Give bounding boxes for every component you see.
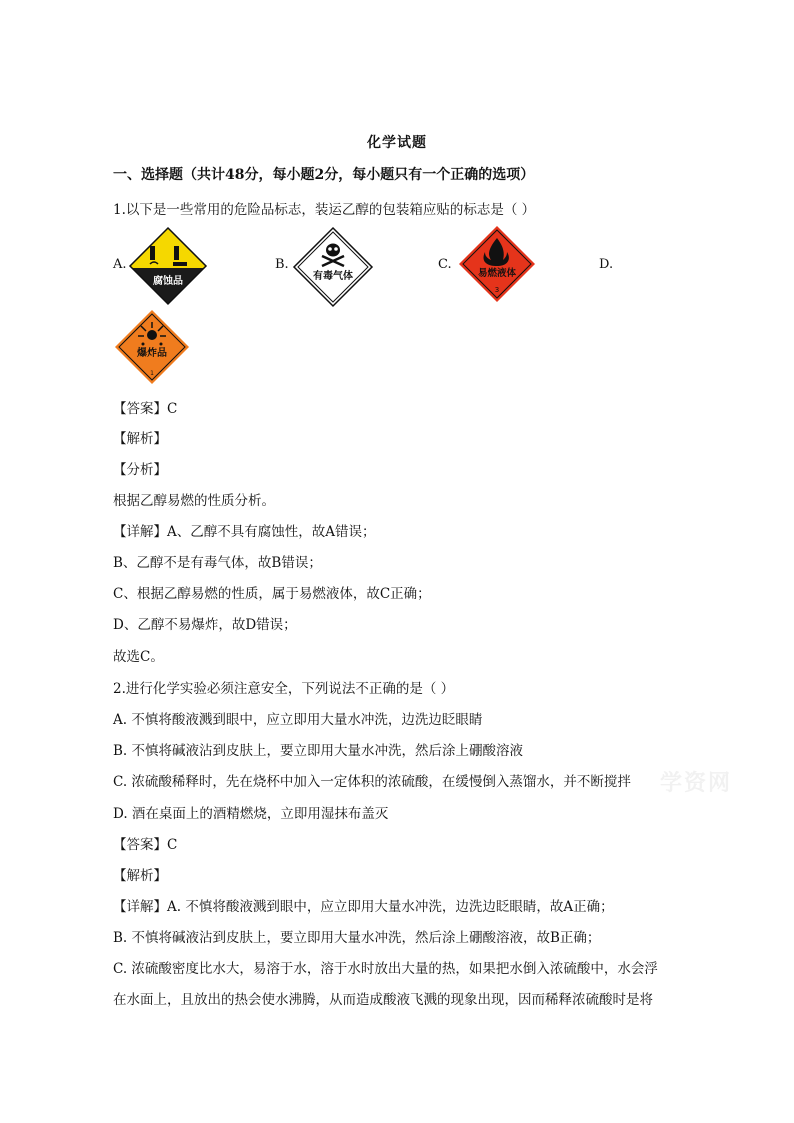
- flammable-liquid-sign-number: 3: [494, 286, 500, 294]
- corrosive-sign-text: 腐蚀品: [153, 276, 183, 287]
- question-2-stem: 2.进行化学实验必须注意安全，下列说法不正确的是（ ）: [113, 681, 455, 697]
- watermark: 学资网: [660, 770, 733, 796]
- q1-analysis-text: 根据乙醇易燃的性质分析。: [113, 493, 275, 509]
- q2-detail-line: 在水面上，且放出的热会使水沸腾，从而造成酸液飞溅的现象出现，因而稀释浓硫酸时是将: [113, 992, 653, 1008]
- q1-analysis-head: 【解析】: [113, 431, 167, 447]
- explosive-sign-icon: [113, 308, 191, 386]
- q1-detail-line: B、乙醇不是有毒气体，故B错误；: [113, 555, 322, 571]
- flammable-liquid-sign-icon: [457, 224, 537, 304]
- q2-analysis-head: 【解析】: [113, 868, 167, 884]
- explosive-sign-text: 爆炸品: [137, 348, 167, 359]
- q1-detail-line: 故选C。: [113, 649, 164, 665]
- page-title: 化学试题: [367, 135, 427, 151]
- flammable-liquid-sign-text: 易燃液体: [477, 268, 517, 279]
- option-a-label: A.: [113, 257, 127, 272]
- q2-option: B. 不慎将碱液沾到皮肤上，要立即用大量水冲洗，然后涂上硼酸溶液: [113, 743, 524, 759]
- q1-detail-line: 【详解】A、乙醇不具有腐蚀性，故A错误；: [113, 524, 376, 540]
- q1-detail-line: C、根据乙醇易燃的性质，属于易燃液体，故C正确；: [113, 586, 431, 602]
- explosive-sign-number: 1: [150, 370, 154, 377]
- toxic-gas-sign-text: 有毒气体: [313, 271, 353, 282]
- q2-option: C. 浓硫酸稀释时，先在烧杯中加入一定体积的浓硫酸，在缓慢倒入蒸馏水，并不断搅拌: [113, 774, 631, 790]
- q1-answer: 【答案】C: [113, 401, 178, 417]
- q2-option: A. 不慎将酸液溅到眼中，应立即用大量水冲洗，边洗边眨眼睛: [113, 712, 483, 728]
- q1-analysis-sub: 【分析】: [113, 462, 167, 478]
- q2-detail-line: C. 浓硫酸密度比水大，易溶于水，溶于水时放出大量的热，如果把水倒入浓硫酸中，水会浮: [113, 961, 658, 977]
- toxic-gas-sign-icon: [292, 226, 374, 308]
- q2-detail-line: B. 不慎将碱液沾到皮肤上，要立即用大量水冲洗，然后涂上硼酸溶液，故B正确；: [113, 930, 601, 946]
- option-c-label: C.: [438, 257, 452, 272]
- q2-answer: 【答案】C: [113, 837, 178, 853]
- section-heading: 一、选择题（共计48分，每小题2分，每小题只有一个正确的选项）: [113, 167, 535, 183]
- q1-detail-line: D、乙醇不易爆炸，故D错误；: [113, 617, 297, 633]
- q2-detail-line: 【详解】A. 不慎将酸液溅到眼中，应立即用大量水冲洗，边洗边眨眼睛，故A正确；: [113, 899, 614, 915]
- corrosive-sign-icon: [128, 226, 208, 306]
- option-b-label: B.: [275, 257, 289, 272]
- question-1-stem: 1.以下是一些常用的危险品标志，装运乙醇的包装箱应贴的标志是（ ）: [113, 202, 536, 218]
- option-d-label: D.: [599, 257, 614, 272]
- q2-option: D. 酒在桌面上的酒精燃烧，立即用湿抹布盖灭: [113, 806, 389, 822]
